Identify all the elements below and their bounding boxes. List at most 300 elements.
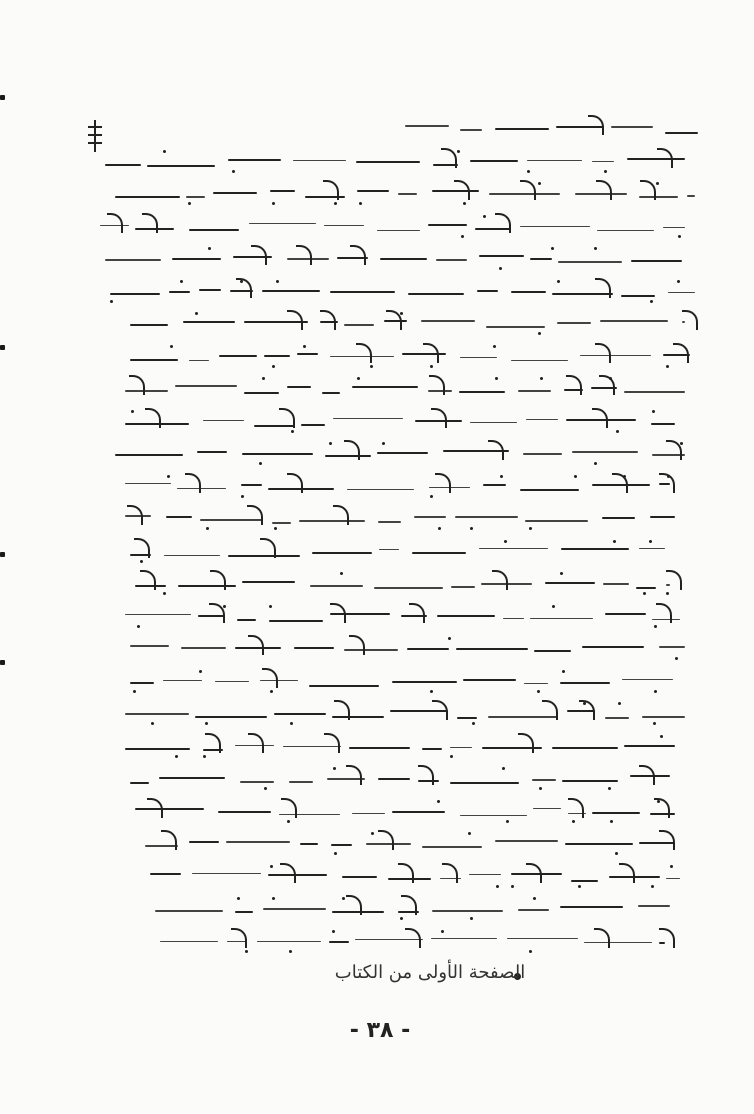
ink-stroke (408, 293, 464, 295)
ink-stroke (352, 386, 418, 388)
ink-letter-stroke (431, 408, 447, 428)
ink-stroke (477, 290, 498, 292)
ink-stroke (422, 846, 482, 848)
ink-letter-stroke (599, 375, 615, 395)
ink-stroke (580, 355, 651, 357)
ink-dot (551, 247, 554, 250)
ink-dot (151, 722, 154, 725)
ink-dot (370, 365, 373, 368)
ink-letter-stroke (409, 603, 425, 623)
ink-stroke (310, 585, 363, 587)
ink-stroke (237, 619, 256, 621)
ink-dot (264, 787, 267, 790)
ink-stroke (264, 355, 290, 357)
ink-stroke (135, 808, 204, 810)
ink-stroke (412, 552, 466, 554)
ink-stroke (269, 620, 323, 622)
ink-letter-stroke (673, 343, 689, 363)
ink-stroke (172, 258, 221, 260)
manuscript-line (85, 375, 705, 409)
ink-dot (131, 410, 134, 413)
ink-stroke (479, 548, 548, 550)
ink-dot (163, 592, 166, 595)
ink-stroke (235, 911, 253, 913)
ink-letter-stroke (346, 895, 362, 915)
ink-dot (332, 930, 335, 933)
ink-letter-stroke (520, 180, 536, 200)
ink-stroke (178, 585, 236, 587)
ink-letter-stroke (210, 570, 226, 590)
manuscript-line (85, 700, 705, 734)
ink-stroke (219, 355, 257, 357)
ink-stroke (405, 125, 449, 127)
ink-stroke (561, 548, 629, 550)
ink-stroke (300, 843, 318, 845)
ink-stroke (297, 353, 318, 355)
ink-stroke (377, 452, 428, 454)
ink-letter-stroke (107, 213, 123, 233)
ink-letter-stroke (666, 570, 682, 590)
ink-letter-stroke (280, 863, 296, 883)
ink-dot (649, 540, 652, 543)
ink-stroke (557, 322, 591, 324)
ink-letter-stroke (142, 213, 158, 233)
ink-stroke (147, 165, 215, 167)
ink-stroke (470, 422, 517, 424)
manuscript-line (85, 830, 705, 864)
ink-dot (287, 820, 290, 823)
ink-dot (170, 345, 173, 348)
ink-dot (670, 865, 673, 868)
manuscript-line (85, 570, 705, 604)
ink-stroke (456, 648, 528, 650)
ink-dot (650, 300, 653, 303)
ink-dot (441, 930, 444, 933)
ink-letter-stroke (654, 798, 670, 818)
ink-stroke (299, 520, 365, 522)
manuscript-line (85, 765, 705, 799)
ink-stroke (331, 844, 352, 846)
ink-dot (448, 637, 451, 640)
ink-stroke (511, 360, 568, 362)
ink-stroke (301, 424, 325, 426)
ink-stroke (270, 190, 295, 192)
ink-dot (616, 430, 619, 433)
ink-dot (562, 670, 565, 673)
ink-letter-stroke (495, 213, 511, 233)
ink-dot (608, 787, 611, 790)
ink-stroke (398, 193, 417, 195)
ink-stroke (450, 782, 519, 784)
ink-stroke (545, 582, 595, 584)
ink-stroke (459, 391, 505, 393)
ink-stroke (495, 128, 549, 130)
ink-stroke (624, 745, 675, 747)
manuscript-line (85, 505, 705, 539)
manuscript-line (85, 408, 705, 442)
manuscript-line (85, 245, 705, 279)
manuscript-line (85, 148, 705, 182)
ink-dot (133, 690, 136, 693)
manuscript-page (85, 115, 705, 985)
ink-dot (438, 527, 441, 530)
ink-dot (557, 280, 560, 283)
ink-dot (291, 430, 294, 433)
ink-letter-stroke (423, 343, 439, 363)
ink-dot (538, 332, 541, 335)
ink-dot (495, 377, 498, 380)
ink-stroke (274, 713, 326, 715)
manuscript-line (85, 213, 705, 247)
ink-letter-stroke (492, 570, 508, 590)
ink-letter-stroke (568, 798, 584, 818)
ink-letter-stroke (401, 895, 417, 915)
ink-stroke (342, 876, 377, 878)
ink-letter-stroke (592, 408, 608, 428)
ink-stroke (164, 555, 220, 557)
ink-stroke (130, 682, 154, 684)
ink-dot (538, 182, 541, 185)
ink-letter-stroke (398, 863, 414, 883)
ink-dot (504, 540, 507, 543)
ink-stroke (451, 586, 475, 588)
ink-stroke (380, 258, 427, 260)
ink-stroke (666, 878, 680, 880)
ink-stroke (324, 225, 364, 227)
ink-letter-stroke (639, 765, 655, 785)
ink-stroke (160, 941, 218, 943)
ink-dot (654, 625, 657, 628)
ink-stroke (455, 516, 518, 518)
ink-stroke (432, 910, 503, 912)
ink-dot (206, 527, 209, 530)
ink-dot (303, 345, 306, 348)
ink-letter-stroke (596, 180, 612, 200)
ink-stroke (352, 813, 385, 815)
ink-dot (400, 312, 403, 315)
ink-stroke (592, 812, 640, 814)
ink-dot (334, 202, 337, 205)
ink-dot (340, 572, 343, 575)
manuscript-line (85, 603, 705, 637)
manuscript-line (85, 798, 705, 832)
ink-letter-stroke (418, 765, 434, 785)
ink-stroke (257, 941, 321, 943)
ink-dot (140, 560, 143, 563)
ink-stroke (203, 420, 244, 422)
ink-dot (241, 495, 244, 498)
manuscript-line (85, 895, 705, 929)
ink-stroke (668, 292, 695, 294)
ink-dot (496, 885, 499, 888)
ink-dot (500, 475, 503, 478)
ink-letter-stroke (333, 505, 349, 525)
manuscript-line (85, 278, 705, 312)
ink-stroke (105, 164, 141, 166)
ink-stroke (511, 291, 546, 293)
ink-stroke (470, 160, 518, 162)
ink-letter-stroke (134, 538, 150, 558)
ink-stroke (565, 843, 633, 845)
ink-stroke (189, 841, 219, 843)
ink-dot (613, 540, 616, 543)
ink-stroke (240, 781, 274, 783)
ink-dot (245, 950, 248, 953)
ink-letter-stroke (441, 148, 457, 168)
ink-dot (677, 280, 680, 283)
ink-stroke (125, 483, 171, 485)
ink-letter-stroke (324, 733, 340, 753)
page-caption: الصفحة الأولى من الكتاب (334, 962, 526, 983)
ink-dot (470, 917, 473, 920)
ink-stroke (309, 685, 379, 687)
ink-dot (654, 690, 657, 693)
ink-letter-stroke (287, 473, 303, 493)
ink-stroke (503, 618, 524, 620)
ink-dot (656, 182, 659, 185)
ink-letter-stroke (454, 180, 470, 200)
ink-letter-stroke (349, 635, 365, 655)
ink-letter-stroke (579, 700, 595, 720)
ink-letter-stroke (248, 733, 264, 753)
manuscript-line (85, 310, 705, 344)
ink-stroke (460, 357, 497, 359)
ink-letter-stroke (432, 700, 448, 720)
ink-stroke (530, 618, 593, 620)
ink-dot (167, 475, 170, 478)
ink-dot (483, 215, 486, 218)
ink-dot (615, 852, 618, 855)
ink-stroke (356, 161, 420, 163)
ink-dot (232, 170, 235, 173)
manuscript-line (85, 343, 705, 377)
ink-stroke (450, 747, 472, 749)
ink-stroke (192, 873, 261, 875)
ink-stroke (197, 451, 227, 453)
ink-dot (289, 950, 292, 953)
ink-stroke (130, 324, 168, 326)
ink-stroke (130, 782, 149, 784)
ink-letter-stroke (129, 375, 145, 395)
ink-letter-stroke (594, 928, 610, 948)
ink-stroke (428, 224, 467, 226)
ink-stroke (378, 778, 410, 780)
ink-dot (527, 170, 530, 173)
ink-stroke (183, 321, 235, 323)
ink-stroke (533, 808, 561, 810)
ink-dot (276, 280, 279, 283)
ink-letter-stroke (161, 830, 177, 850)
ink-stroke (507, 938, 578, 940)
ink-dot (137, 625, 140, 628)
ink-stroke (392, 681, 457, 683)
ink-dot (537, 690, 540, 693)
ink-stroke (463, 679, 516, 681)
ink-stroke (333, 418, 403, 420)
ink-letter-stroke (127, 505, 143, 525)
ink-letter-stroke (442, 863, 458, 883)
ink-stroke (407, 648, 449, 650)
ink-stroke (105, 259, 161, 261)
ink-stroke (602, 517, 635, 519)
ink-stroke (322, 392, 340, 394)
ink-dot (666, 365, 669, 368)
ink-dot (678, 235, 681, 238)
ink-stroke (560, 682, 610, 684)
ink-dot (552, 605, 555, 608)
ink-stroke (150, 873, 181, 875)
ink-stroke (621, 295, 655, 297)
ink-letter-stroke (147, 798, 163, 818)
ink-letter-stroke (344, 440, 360, 460)
ink-dot (604, 170, 607, 173)
ink-dot (437, 800, 440, 803)
manuscript-line (85, 668, 705, 702)
ink-stroke (374, 587, 443, 589)
ink-stroke (631, 260, 682, 262)
ink-stroke (520, 489, 579, 491)
ink-dot (675, 657, 678, 660)
ink-stroke (527, 160, 582, 162)
ink-stroke (392, 811, 445, 813)
ink-letter-stroke (205, 733, 221, 753)
ink-dot (272, 897, 275, 900)
ink-dot (450, 755, 453, 758)
ink-dot (574, 475, 577, 478)
ink-stroke (189, 360, 209, 362)
ink-letter-stroke (656, 603, 672, 623)
ink-stroke (639, 548, 665, 550)
ink-dot (205, 722, 208, 725)
ink-stroke (289, 781, 313, 783)
ink-stroke (199, 289, 221, 291)
ink-stroke (166, 516, 192, 518)
ink-stroke (495, 840, 558, 842)
ink-stroke (287, 386, 311, 388)
manuscript-line (85, 863, 705, 897)
ink-dot (163, 150, 166, 153)
ink-letter-stroke (356, 343, 372, 363)
ink-letter-stroke (435, 473, 451, 493)
ink-dot (199, 670, 202, 673)
ink-dot (539, 787, 542, 790)
ink-stroke (241, 484, 262, 486)
ink-dot (533, 897, 536, 900)
ink-dot (594, 462, 597, 465)
ink-dot (110, 300, 113, 303)
ink-stroke (294, 647, 334, 649)
ink-stroke (659, 646, 685, 648)
ink-stroke (357, 190, 389, 192)
ink-dot (357, 377, 360, 380)
ink-dot (342, 897, 345, 900)
ink-letter-stroke (185, 473, 201, 493)
manuscript-line (85, 538, 705, 572)
ink-stroke (611, 126, 653, 128)
manuscript-line (85, 180, 705, 214)
ink-dot (463, 202, 466, 205)
scan-speck (0, 660, 5, 665)
ink-dot (529, 527, 532, 530)
ink-letter-stroke (488, 440, 504, 460)
ink-stroke (687, 195, 695, 197)
ink-stroke (530, 258, 552, 260)
ink-stroke (228, 159, 281, 161)
ink-dot (502, 767, 505, 770)
ink-stroke (115, 454, 183, 456)
ink-dot (262, 377, 265, 380)
ink-stroke (523, 453, 562, 455)
ink-stroke (347, 489, 414, 491)
ink-stroke (293, 160, 346, 162)
ink-letter-stroke (619, 863, 635, 883)
ink-dot (270, 690, 273, 693)
scan-speck (0, 95, 5, 100)
ink-dot (223, 605, 226, 608)
ink-dot (290, 722, 293, 725)
ink-letter-stroke (296, 245, 312, 265)
scan-speck (0, 345, 5, 350)
ink-letter-stroke (659, 830, 675, 850)
manuscript-line (85, 115, 705, 149)
ink-stroke (155, 910, 223, 912)
ink-dot (461, 235, 464, 238)
ink-stroke (650, 516, 675, 518)
ink-dot (430, 690, 433, 693)
ink-dot (499, 267, 502, 270)
ink-letter-stroke (247, 505, 263, 525)
ink-dot (578, 885, 581, 888)
page-number: - ٣٨ - (349, 1018, 411, 1043)
ink-letter-stroke (595, 278, 611, 298)
ink-stroke (638, 905, 670, 907)
ink-dot (272, 365, 275, 368)
ink-stroke (330, 291, 395, 293)
ink-stroke (624, 391, 685, 393)
ink-stroke (605, 613, 646, 615)
ink-stroke (663, 227, 685, 229)
manuscript-line (85, 733, 705, 767)
ink-dot (653, 722, 656, 725)
ink-dot (572, 820, 575, 823)
ink-stroke (560, 906, 623, 908)
ink-stroke (226, 841, 290, 843)
ink-stroke (115, 196, 180, 198)
ink-letter-stroke (287, 310, 303, 330)
ink-stroke (422, 748, 442, 750)
ink-stroke (483, 484, 506, 486)
ink-stroke (636, 587, 656, 589)
ink-stroke (242, 581, 295, 583)
ink-dot (180, 280, 183, 283)
scan-speck (0, 552, 5, 557)
manuscript-line (85, 928, 705, 962)
ink-stroke (431, 938, 497, 940)
ink-stroke (520, 226, 590, 228)
ink-stroke (600, 320, 668, 322)
ink-letter-stroke (542, 700, 558, 720)
ink-stroke (377, 230, 420, 232)
ink-stroke (181, 647, 226, 649)
manuscript-line (85, 440, 705, 474)
ink-stroke (524, 683, 548, 685)
ink-dot (506, 820, 509, 823)
ink-stroke (344, 324, 374, 326)
ink-dot (188, 202, 191, 205)
ink-stroke (562, 780, 618, 782)
ink-dot (660, 735, 663, 738)
ink-dot (274, 527, 277, 530)
